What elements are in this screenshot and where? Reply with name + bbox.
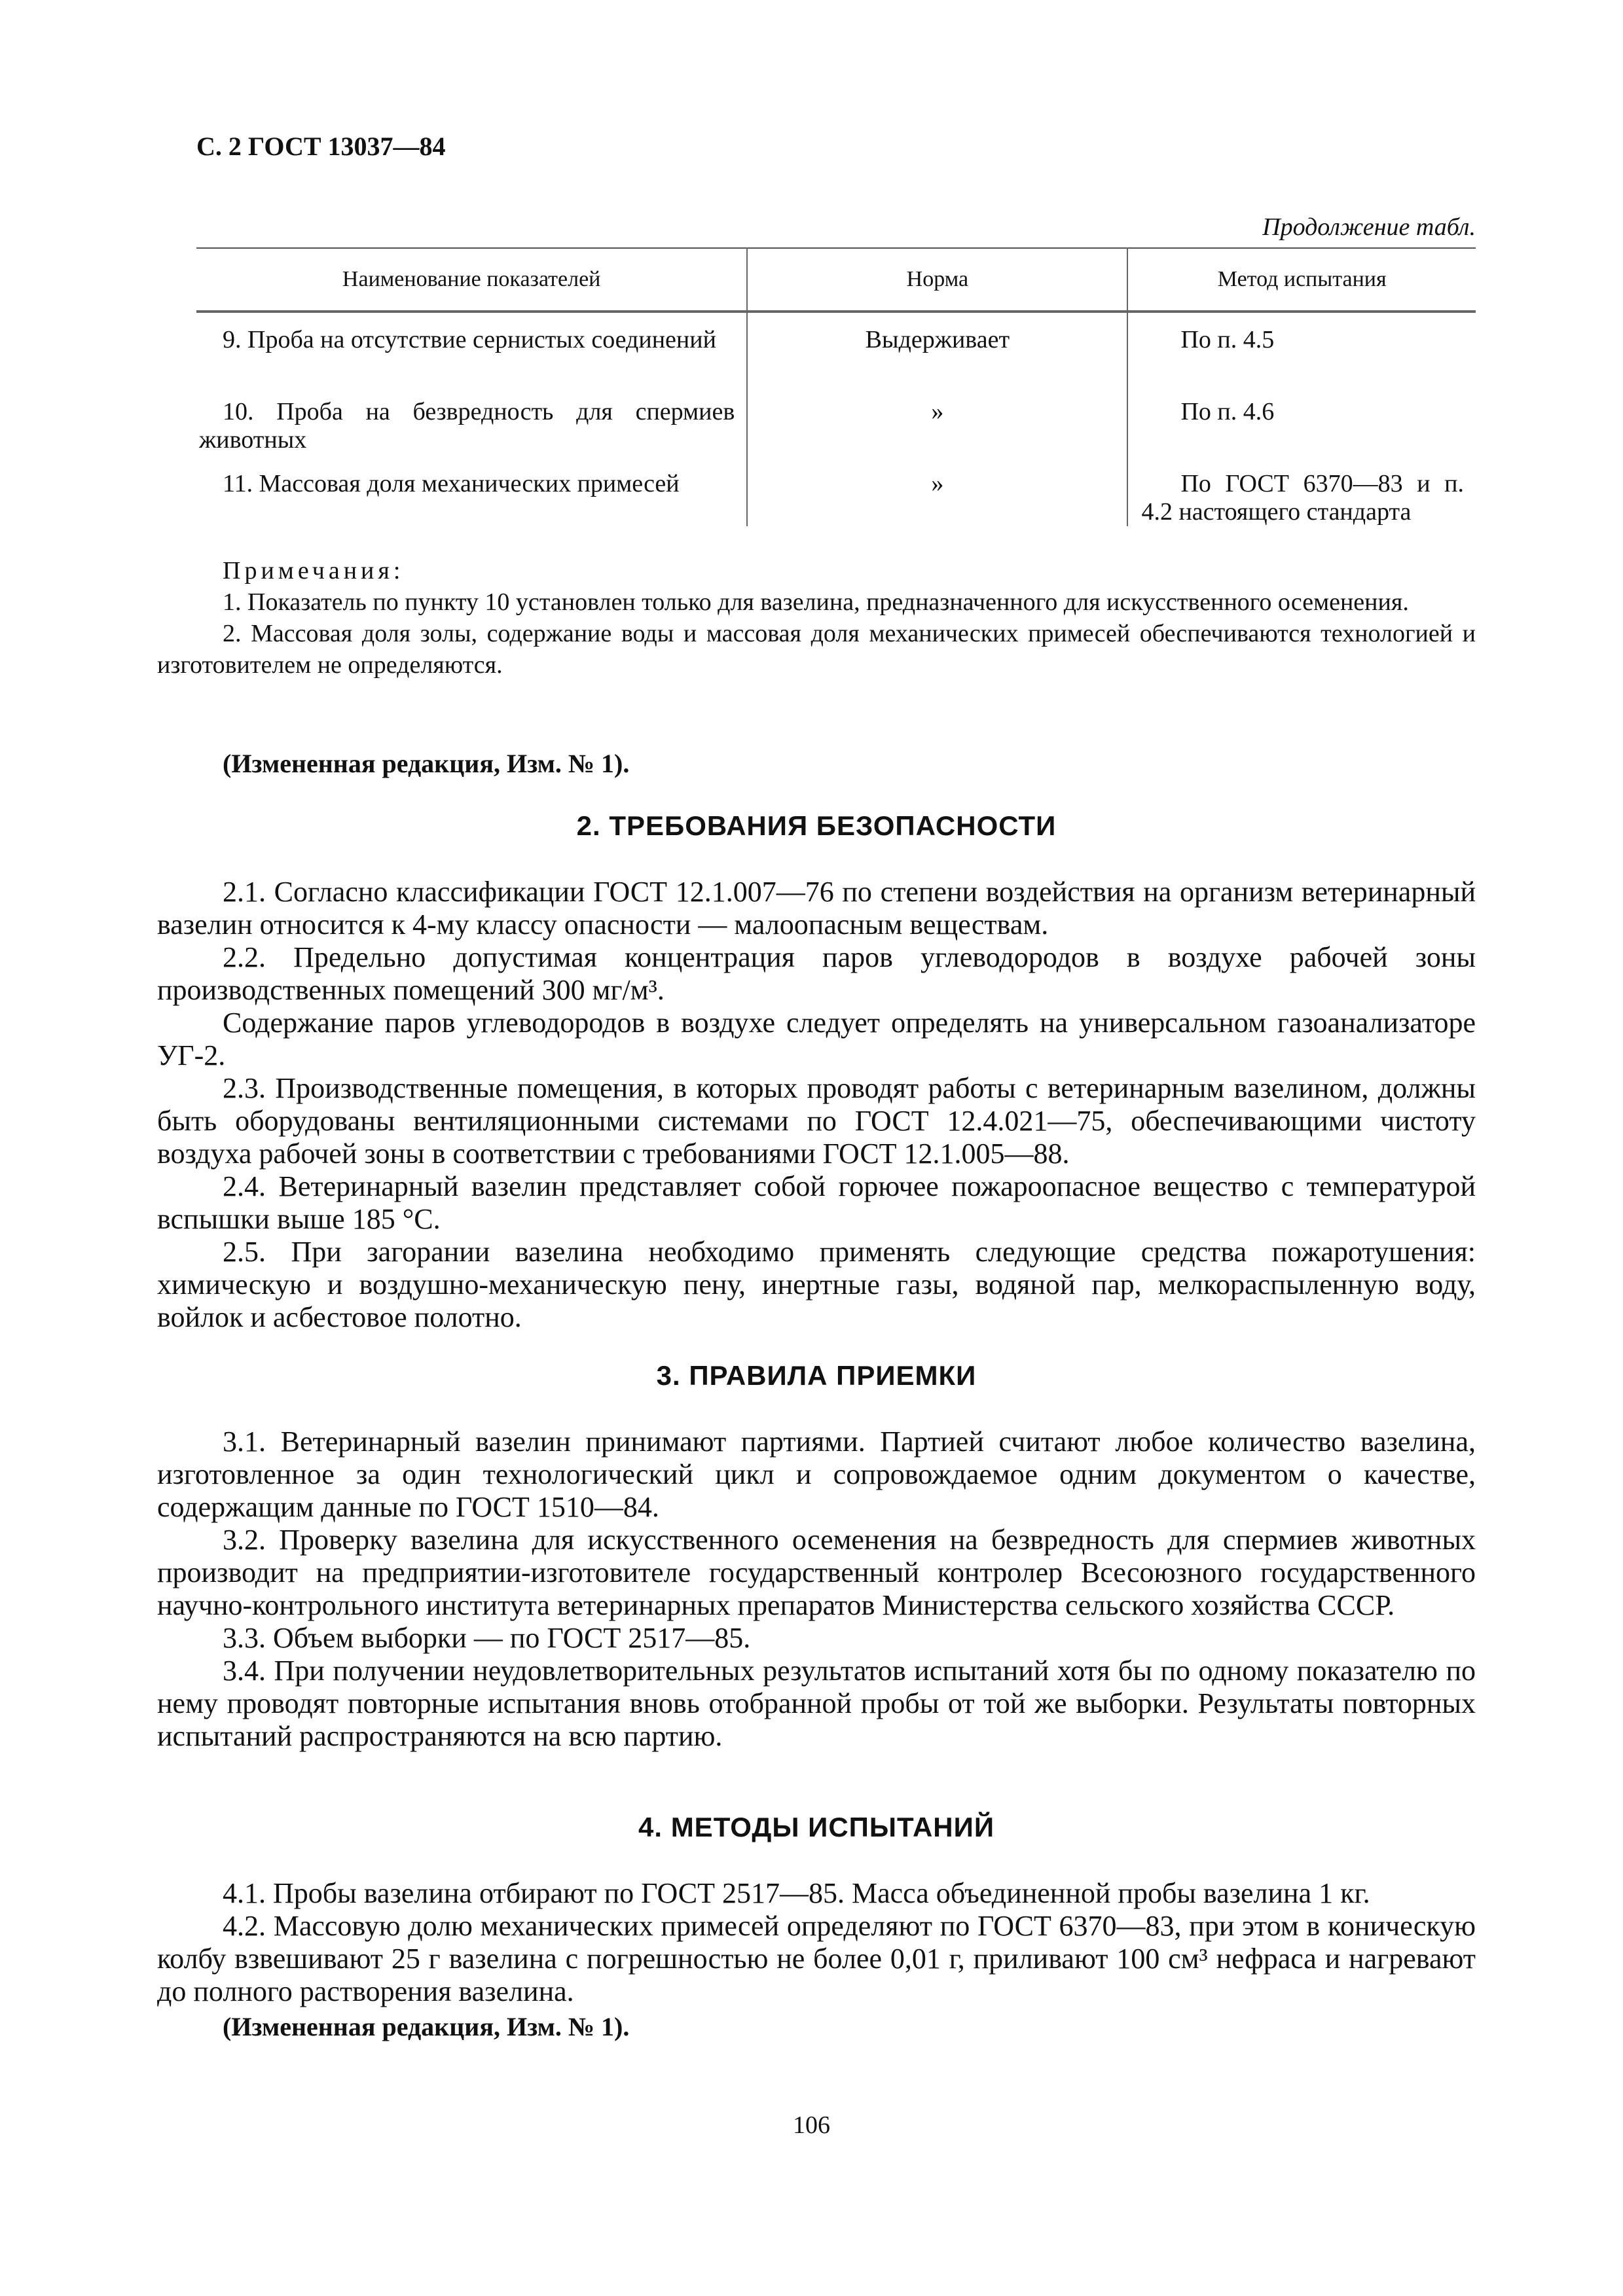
- row-name: 11. Массовая доля механических примесей: [223, 470, 680, 497]
- amendment-note: (Измененная редакция, Изм. № 1).: [223, 749, 630, 778]
- column-header-name: Наименование показателей: [196, 248, 747, 312]
- section-body: [157, 1877, 1476, 2008]
- note-item: 2. Массовая доля золы, содержание воды и массовая доля механических примесей обеспечиваются технологией и изготовителем не определяются.: [157, 620, 1476, 679]
- row-norm: »: [931, 470, 944, 497]
- paragraph: 4.2. Массовую долю механических примесей определяют по ГОСТ 6370—83, при этом в коническую колбу взвешивают 25 г вазелина с погрешностью не более 0,01 г, приливают 100 см³ нефраса и нагревают до полного растворения вазелина.: [157, 1910, 1476, 2007]
- paragraph: 2.2. Предельно допустимая концентрация паров углеводородов в воздухе рабочей зоны производственных помещений 300 мг/м³.: [157, 941, 1476, 1006]
- column-header-method: Метод испытания: [1127, 248, 1476, 312]
- paragraph: 2.1. Согласно классификации ГОСТ 12.1.007—76 по степени воздействия на организм ветеринарный вазелин относится к 4-му классу опасности — малоопасным веществам.: [157, 876, 1476, 941]
- column-header-norm: Норма: [747, 248, 1127, 312]
- paragraph: 3.4. При получении неудовлетворительных результатов испытаний хотя бы по одному показателю по нему проводят повторные испытания вновь отобранной пробы от той же выборки. Результаты повторных испытаний распространяются на всю партию.: [157, 1655, 1476, 1752]
- paragraph: 4.1. Пробы вазелина отбирают по ГОСТ 2517—85. Масса объединенной пробы вазелина 1 кг.: [223, 1877, 1370, 1909]
- row-method: По п. 4.5: [1180, 326, 1275, 353]
- paragraph: 3.3. Объем выборки — по ГОСТ 2517—85.: [223, 1622, 751, 1654]
- section-title: 2. ТРЕБОВАНИЯ БЕЗОПАСНОСТИ: [576, 810, 1057, 841]
- table-row: [196, 457, 1476, 526]
- table-row: [196, 312, 1476, 385]
- indicators-table: [196, 247, 1476, 526]
- row-name: 9. Проба на отсутствие сернистых соединений: [223, 326, 716, 353]
- note-item: 1. Показатель по пункту 10 установлен только для вазелина, предназначенного для искусственного осеменения.: [223, 588, 1409, 616]
- notes-heading: Примечания:: [223, 557, 405, 584]
- paragraph: 3.2. Проверку вазелина для искусственного осеменения на безвредность для спермиев животных производит на предприятии-изготовителе государственный контролер Всесоюзного государственного научно-контрольного института ветеринарных препаратов Министерства сельского хозяйства СССР.: [157, 1524, 1476, 1621]
- row-norm: »: [931, 398, 944, 425]
- paragraph: 2.4. Ветеринарный вазелин представляет собой горючее пожароопасное вещество с температурой вспышки выше 185 °С.: [157, 1170, 1476, 1235]
- table-notes: [157, 555, 1476, 681]
- amendment-note: (Измененная редакция, Изм. № 1).: [223, 2012, 630, 2041]
- paragraph: 3.1. Ветеринарный вазелин принимают партиями. Партией считают любое количество вазелина, изготовленное за один технологический цикл и сопровождаемое одним документом о качестве, содержащим данные по ГОСТ 1510—84.: [157, 1426, 1476, 1523]
- row-method: По ГОСТ 6370—83 и п. 4.2 настоящего стандарта: [1141, 470, 1464, 526]
- row-method: По п. 4.6: [1180, 398, 1275, 425]
- page-number: 106: [793, 2111, 830, 2139]
- table-header-row: [196, 248, 1476, 312]
- section-body: [157, 876, 1476, 1334]
- page-header: С. 2 ГОСТ 13037—84: [196, 132, 446, 161]
- row-name: 10. Проба на безвредность для спермиев животных: [199, 398, 735, 454]
- section-body: [157, 1426, 1476, 1753]
- paragraph: 2.3. Производственные помещения, в которых проводят работы с ветеринарным вазелином, должны быть оборудованы вентиляционными системами по ГОСТ 12.4.021—75, обеспечивающими чистоту воздуха рабочей зоны в соответствии с требованиями ГОСТ 12.1.005—88.: [157, 1072, 1476, 1170]
- paragraph: Содержание паров углеводородов в воздухе следует определять на универсальном газоанализаторе УГ-2.: [157, 1007, 1476, 1071]
- section-title: 3. ПРАВИЛА ПРИЕМКИ: [656, 1360, 977, 1391]
- section-title: 4. МЕТОДЫ ИСПЫТАНИЙ: [638, 1812, 994, 1842]
- row-norm: Выдерживает: [865, 326, 1010, 353]
- paragraph: 2.5. При загорании вазелина необходимо применять следующие средства пожаротушения: химическую и воздушно-механическую пену, инертные газы, водяной пар, мелкораспыленную воду, войлок и асбестовое полотно.: [157, 1236, 1476, 1333]
- table-continuation-label: Продолжение табл.: [1262, 213, 1476, 241]
- table-row: [196, 385, 1476, 457]
